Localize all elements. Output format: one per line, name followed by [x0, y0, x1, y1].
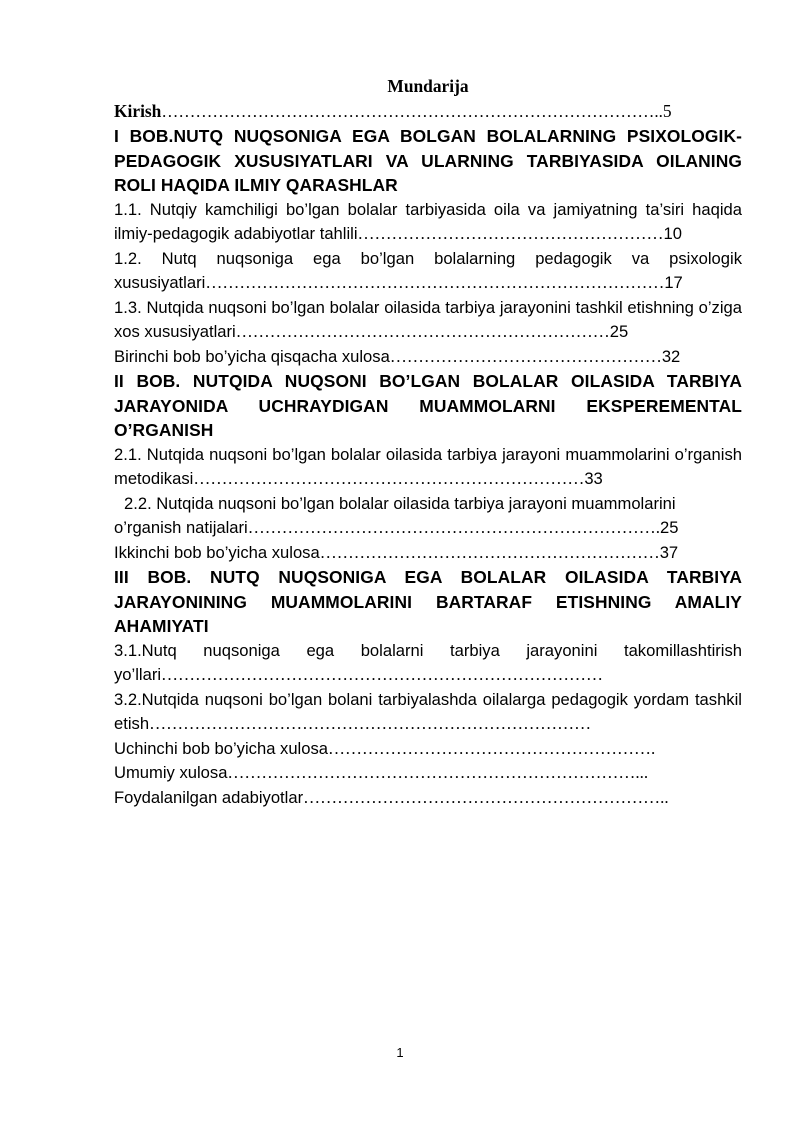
toc-entry-label-cont: o’rganish natijalari: [114, 518, 248, 537]
toc-entry-label-cont: o’ziga xos xususiyatlari: [114, 297, 742, 341]
chapter-1-heading[interactable]: I BOB.NUTQ NUQSONIGA EGA BOLGAN BOLALARNING PSIXOLOGIK-PEDAGOGIK XUSUSIYATLARI VA ULARNING TARBIYASIDA OILANING ROLI HAQIDA ILMIY QARASHLAR: [114, 126, 742, 195]
toc-entry-label: 1.2. Nutq nuqsoniga ega bo’lgan bolalarning pedagogik va psixologik: [114, 248, 742, 268]
chapter-3-heading[interactable]: III BOB. NUTQ NUQSONIGA EGA BOLALAR OILASIDA TARBIYA JARAYONINING MUAMMOLARINI BARTARAF ETISHNING AMALIY AHAMIYATI: [114, 567, 742, 636]
toc-dots: ………………………………………………………………...: [227, 763, 649, 782]
toc-page-number: 5: [662, 100, 672, 121]
toc-dots: ………………………………………………………..: [303, 787, 669, 807]
toc-entry-label-cont: xususiyatlari: [114, 273, 206, 292]
toc-entry-ch2-summary[interactable]: [114, 541, 742, 566]
toc-title: Mundarija: [387, 76, 469, 96]
toc-entry-label: 2.2. Nutqida nuqsoni bo’lgan bolalar oilasida tarbiya jarayoni muammolarini: [124, 493, 676, 513]
toc-entry-ch3-summary[interactable]: [114, 737, 742, 762]
toc-intro-label: Kirish: [114, 100, 162, 121]
toc-entry-label-cont: tahlili: [319, 224, 358, 243]
toc-dots: ……………………………………………………………………: [161, 665, 604, 684]
toc-dots: ……………………………………………………………….: [247, 518, 660, 537]
toc-dots: ……………………………………………………………………: [149, 714, 592, 733]
page-number: 1: [396, 1045, 404, 1060]
toc-dots: ………………………………………………………………………: [205, 273, 665, 292]
toc-page-number: 10: [663, 224, 682, 243]
table-of-contents: [114, 74, 742, 810]
toc-entry-label-cont: tashkil etish: [114, 689, 742, 733]
toc-entry-3-1[interactable]: [114, 639, 742, 688]
toc-entry-label-cont: o’rganish metodikasi: [114, 444, 742, 488]
toc-entry-label: 1.3. Nutqida nuqsoni bo’lgan bolalar oilasida tarbiya jarayonini tashkil etishning: [114, 297, 694, 317]
toc-entry-label: Uchinchi bob bo’yicha xulosa: [114, 738, 329, 758]
toc-entry-label: 1.1. Nutqiy kamchiligi bo’lgan bolalar tarbiyasida oila va jamiyatning ta’siri haqida ilmiy-pedagogik adabiyotlar: [114, 199, 742, 243]
toc-entry-ch1-summary[interactable]: [114, 345, 742, 370]
toc-entry-references[interactable]: [114, 786, 742, 811]
toc-dots: ……………………………………………………………: [193, 469, 585, 488]
toc-page-number: 37: [659, 542, 679, 562]
toc-entry-label: Umumiy xulosa: [114, 763, 228, 782]
toc-entry-label: 3.2.Nutqida nuqsoni bo’lgan bolani tarbiyalashda oilalarga pedagogik yordam: [114, 689, 690, 709]
chapter-2-heading[interactable]: II BOB. NUTQIDA NUQSONI BO’LGAN BOLALAR OILASIDA TARBIYA JARAYONIDA UCHRAYDIGAN MUAMMOLARNI EKSPEREMENTAL O’RGANISH: [114, 371, 742, 440]
toc-entry-2-2[interactable]: [114, 492, 742, 517]
toc-dots: ………………………………………………….: [328, 738, 656, 758]
toc-entry-3-2[interactable]: [114, 688, 742, 737]
toc-entry-general-summary[interactable]: [114, 761, 742, 786]
toc-dots: …………………………………………: [389, 346, 662, 366]
toc-entry-intro[interactable]: [114, 99, 742, 125]
toc-page-number: 25: [660, 518, 679, 537]
toc-entry-label: 3.1.Nutq nuqsoniga ega bolalarni tarbiya jarayonini takomillashtirish: [114, 640, 742, 660]
toc-entry-label: 2.1. Nutqida nuqsoni bo’lgan bolalar oilasida tarbiya jarayoni muammolarini: [114, 444, 670, 464]
toc-entry-label-cont: yo’llari: [114, 665, 162, 684]
toc-page-number: 17: [664, 273, 683, 292]
toc-dots: ………………………………………………: [357, 224, 664, 243]
toc-entry-2-2-cont[interactable]: [114, 516, 742, 541]
toc-dots: …………………………………………………………: [235, 322, 610, 341]
toc-entry-label: Birinchi bob bo’yicha qisqacha xulosa: [114, 346, 390, 366]
toc-entry-1-1[interactable]: [114, 198, 742, 247]
toc-dots: ……………………………………………………………………………..: [161, 101, 663, 121]
toc-page-number: 25: [609, 322, 629, 341]
toc-entry-2-1[interactable]: [114, 443, 742, 492]
toc-dots: ……………………………………………………: [319, 542, 660, 562]
toc-entry-label: Ikkinchi bob bo’yicha xulosa: [114, 542, 320, 562]
toc-page-number: 33: [584, 469, 603, 488]
toc-entry-label: Foydalanilgan adabiyotlar: [114, 787, 304, 807]
toc-entry-1-2[interactable]: [114, 247, 742, 296]
toc-page-number: 32: [661, 346, 681, 366]
toc-entry-1-3[interactable]: [114, 296, 742, 345]
